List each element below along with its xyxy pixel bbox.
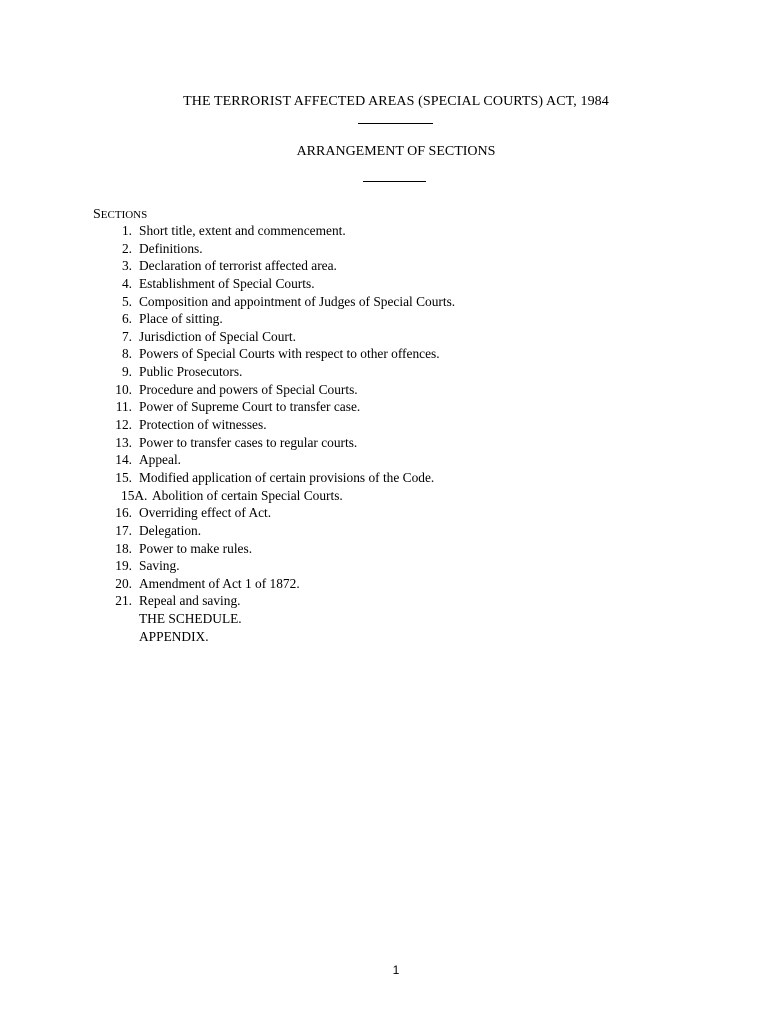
section-number: 8. [121, 346, 132, 362]
toc-item [0, 240, 768, 258]
section-number: 12. [115, 417, 132, 433]
section-title: Appeal. [139, 452, 182, 468]
section-title: Delegation. [139, 522, 202, 538]
section-number: 20. [115, 575, 132, 591]
section-number: 11. [115, 399, 132, 415]
toc-item [0, 398, 768, 416]
section-title: Power to make rules. [139, 540, 253, 556]
sections-label-initial: S [93, 207, 101, 222]
page-number: 1 [392, 963, 400, 977]
sections-label-rest: ECTIONS [100, 209, 148, 221]
section-title: Saving. [139, 558, 180, 574]
section-title: Declaration of terrorist affected area. [139, 258, 337, 274]
toc-item [0, 363, 768, 381]
section-title: Procedure and powers of Special Courts. [139, 381, 358, 397]
toc-item [0, 310, 768, 328]
toc-item [0, 451, 768, 469]
section-number: 17. [115, 522, 132, 538]
section-title: Abolition of certain Special Courts. [152, 487, 343, 503]
section-number: 15. [115, 469, 132, 485]
section-number: 14. [115, 452, 132, 468]
toc-item [0, 487, 768, 505]
toc-item [0, 328, 768, 346]
section-title: Repeal and saving. [139, 593, 241, 609]
toc-item [0, 504, 768, 522]
section-title: Powers of Special Courts with respect to other offences. [139, 346, 440, 362]
section-number: 16. [115, 505, 132, 521]
section-number: 4. [121, 275, 132, 291]
section-title: APPENDIX. [139, 628, 209, 644]
toc-item [0, 222, 768, 240]
toc-item [0, 293, 768, 311]
section-number: 15A. [121, 487, 148, 503]
section-title: Jurisdiction of Special Court. [139, 328, 296, 344]
arrangement-heading: ARRANGEMENT OF SECTIONS [296, 144, 496, 159]
section-number: 2. [121, 240, 132, 256]
section-number: 18. [115, 540, 132, 556]
toc-item [0, 610, 768, 628]
section-number: 9. [121, 364, 132, 380]
section-title: Composition and appointment of Judges of Special Courts. [139, 293, 456, 309]
title-divider [358, 123, 433, 124]
section-number: 19. [115, 558, 132, 574]
section-number: 1. [121, 223, 132, 238]
section-title: Public Prosecutors. [139, 364, 243, 380]
section-title: Amendment of Act 1 of 1872. [139, 575, 300, 591]
toc-item [0, 575, 768, 593]
section-number: 13. [115, 434, 132, 450]
section-title: Modified application of certain provisions of the Code. [139, 469, 435, 485]
toc-item [0, 557, 768, 575]
toc-item [0, 345, 768, 363]
section-number: 6. [121, 311, 132, 327]
section-title: Place of sitting. [139, 311, 223, 327]
toc-item [0, 469, 768, 487]
toc-item [0, 434, 768, 452]
section-title: THE SCHEDULE. [139, 611, 242, 627]
toc-item [0, 381, 768, 399]
section-title: Establishment of Special Courts. [139, 275, 315, 291]
toc-item [0, 628, 768, 646]
section-title: Protection of witnesses. [139, 417, 267, 433]
section-title: Power of Supreme Court to transfer case. [139, 399, 361, 415]
section-number: 7. [121, 328, 132, 344]
toc-item [0, 522, 768, 540]
heading-divider [363, 181, 426, 182]
toc-item [0, 275, 768, 293]
section-number: 5. [121, 293, 132, 309]
toc-item [0, 592, 768, 610]
act-title: THE TERRORIST AFFECTED AREAS (SPECIAL COURTS) ACT, 1984 [183, 94, 609, 109]
toc-item [0, 416, 768, 434]
section-number: 3. [121, 258, 132, 274]
section-number: 10. [115, 381, 132, 397]
sections-label [93, 207, 147, 223]
section-title: Short title, extent and commencement. [139, 223, 346, 238]
sections-list [0, 222, 768, 645]
toc-item [0, 257, 768, 275]
section-title: Power to transfer cases to regular courts. [139, 434, 358, 450]
section-number: 21. [115, 593, 132, 609]
section-title: Overriding effect of Act. [139, 505, 272, 521]
section-title: Definitions. [139, 240, 203, 256]
toc-item [0, 540, 768, 558]
